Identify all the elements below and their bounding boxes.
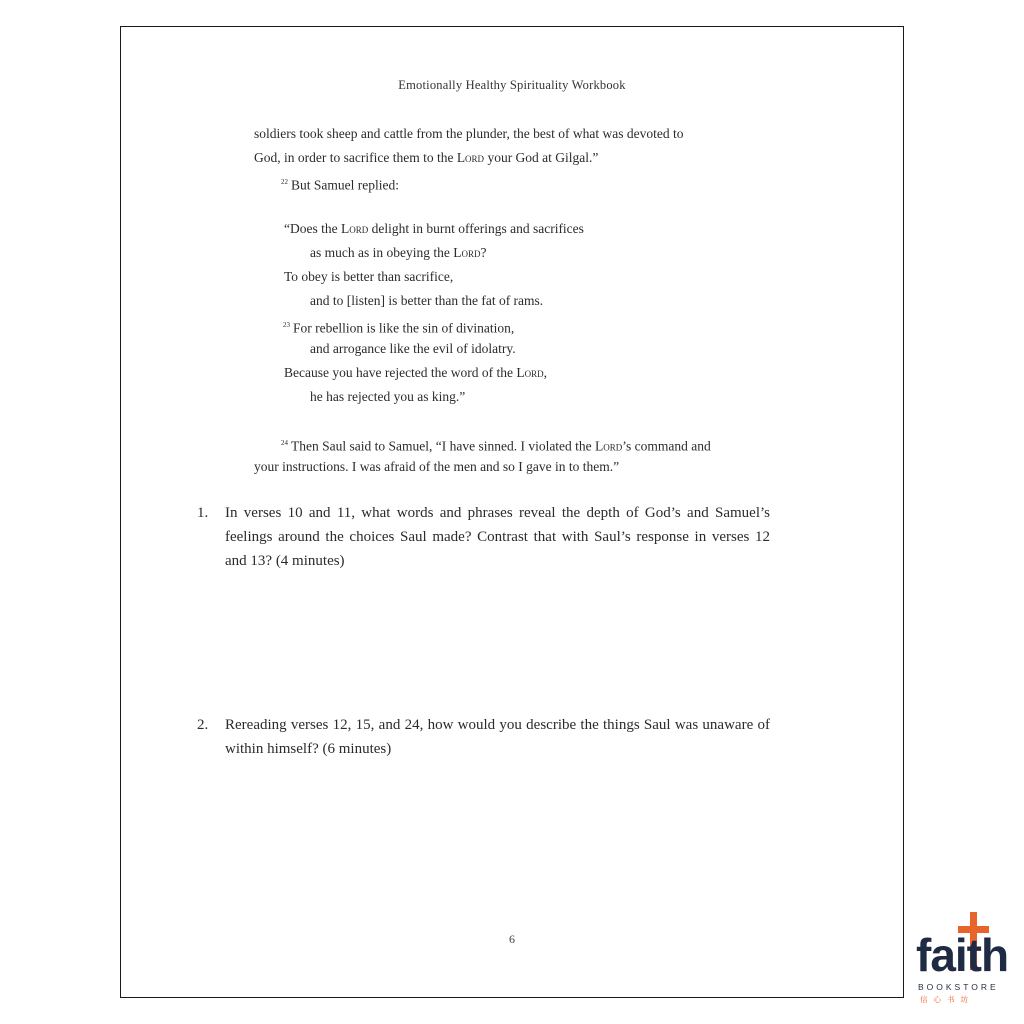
faith-bookstore-logo — [914, 910, 1014, 1014]
question-text: Rereading verses 12, 15, and 24, how would you describe the things Saul was unaware of within himself? (6 minutes) — [225, 717, 770, 757]
question-number: 1. — [197, 505, 209, 521]
verse-number: 23 — [283, 321, 290, 329]
question-number: 2. — [197, 717, 209, 733]
poem-line: “Does the Lord delight in burnt offerings and sacrifices — [284, 221, 584, 236]
logo-subtitle: BOOKSTORE — [918, 982, 999, 992]
poem-line: Because you have rejected the word of the Lord, — [284, 365, 548, 380]
verse-23: $^{23}$ For rebellion is like the sin of divination, — [283, 320, 515, 336]
poem-line: as much as in obeying the Lord? — [310, 245, 487, 260]
verse-22: $^{22}$ But Samuel replied: — [281, 177, 399, 193]
passage-line: God, in order to sacrifice them to the Lord your God at Gilgal.” — [254, 150, 599, 165]
document-page — [120, 26, 904, 998]
page-number: 6 — [509, 932, 515, 946]
poem-line: To obey is better than sacrifice, — [284, 269, 454, 284]
logo-subtitle-cn: 信心书坊 — [920, 995, 974, 1004]
poem-line: and to [listen] is better than the fat of rams. — [310, 293, 544, 308]
question-1 — [197, 501, 770, 573]
logo-wordmark: faith — [916, 929, 1009, 981]
poem-line: and arrogance like the evil of idolatry. — [310, 341, 516, 356]
poem-line: he has rejected you as king.” — [310, 389, 466, 404]
question-2 — [197, 713, 770, 761]
passage-line: your instructions. I was afraid of the men and so I gave in to them.” — [254, 459, 620, 474]
verse-number: 24 — [281, 439, 288, 447]
running-head: Emotionally Healthy Spirituality Workbook — [398, 78, 626, 92]
passage-line: soldiers took sheep and cattle from the plunder, the best of what was devoted to — [254, 126, 684, 141]
question-text: In verses 10 and 11, what words and phrases reveal the depth of God’s and Samuel’s feelings around the choices Saul made? Contrast that with Saul’s response in verses 12 and 13? (4 minutes) — [225, 505, 770, 569]
verse-24: $^{24}$ Then Saul said to Samuel, “I have sinned. I violated the Lord’s command and — [281, 438, 711, 454]
verse-number: 22 — [281, 178, 288, 186]
